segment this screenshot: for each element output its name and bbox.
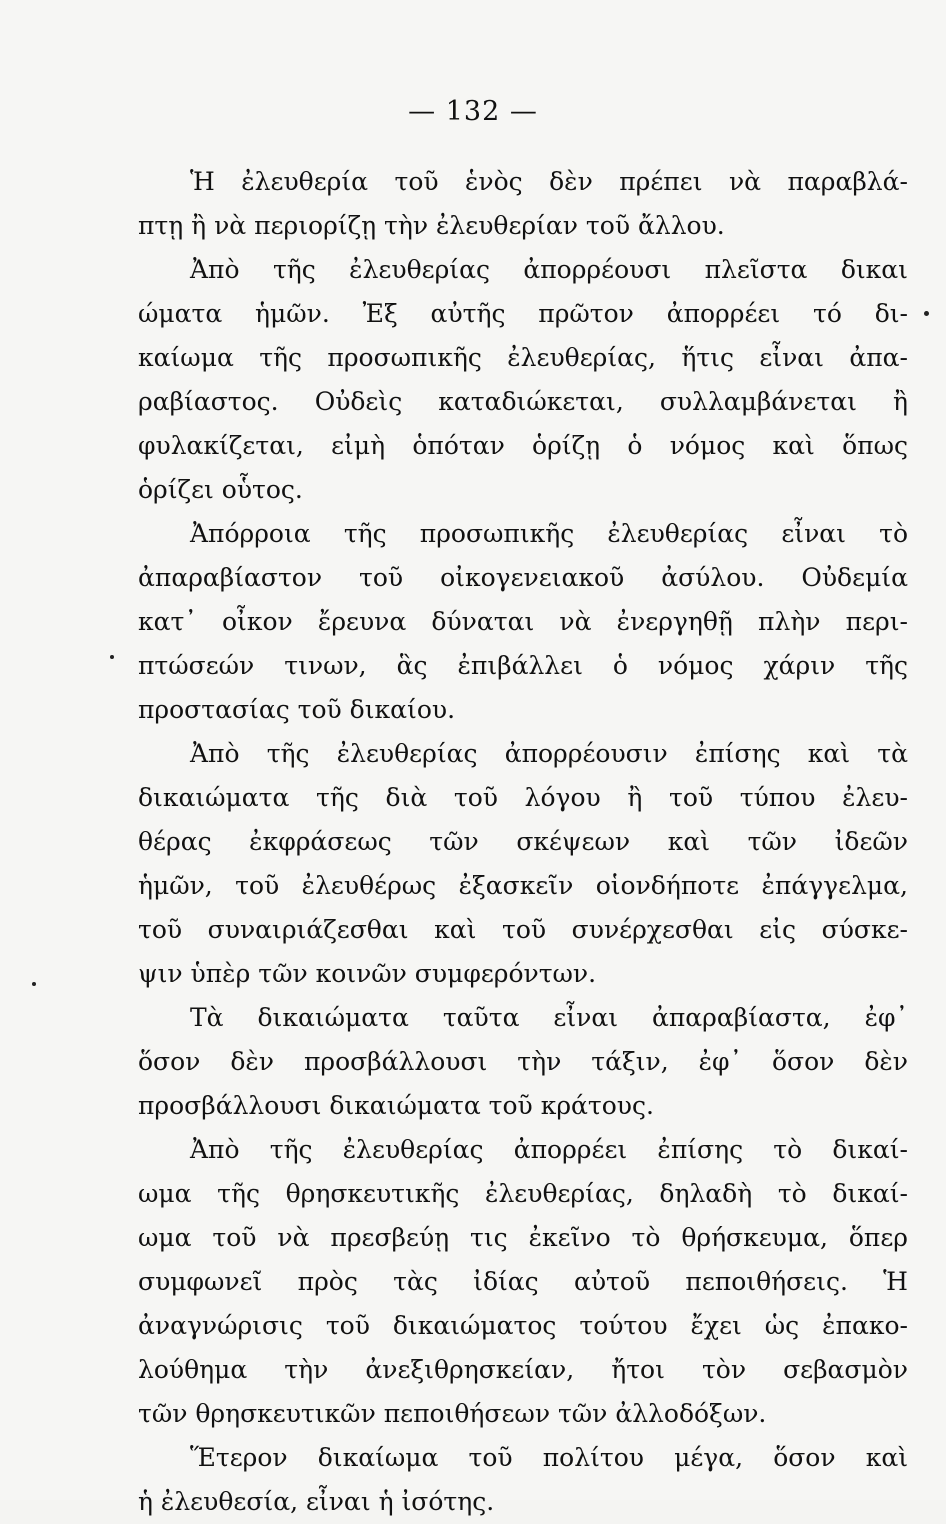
text-line: ψιν ὑπὲρ τῶν κοινῶν συμφερόντων. xyxy=(138,959,597,988)
text-line: τῶν θρησκευτικῶν πεποιθήσεων τῶν ἀλλοδόξων. xyxy=(138,1399,767,1428)
text-line: Ἀπὸ τῆς ἐλευθερίας ἀπορρέει ἐπίσης τὸ δικαί- xyxy=(190,1135,908,1164)
text-line: Τὰ δικαιώματα ταῦτα εἶναι ἀπαραβίαστα, ἐφ᾽ xyxy=(190,1003,908,1032)
text-line: λούθημα τὴν ἀνεξιθρησκείαν, ἤτοι τὸν σεβασμὸν xyxy=(138,1355,908,1384)
text-line: ἀναγνώρισις τοῦ δικαιώματος τούτου ἔχει ὡς ἐπακο- xyxy=(138,1311,908,1340)
text-line: ὁρίζει οὗτος. xyxy=(138,475,303,504)
text-line: ἡμῶν, τοῦ ἐλευθέρως ἐξασκεῖν οἱονδήποτε ἐπάγγελμα, xyxy=(138,871,908,900)
text-line: κατ᾽ οἶκον ἔρευνα δύναται νὰ ἐνεργηθῇ πλὴν περι- xyxy=(138,607,908,636)
text-line: Ἡ ἐλευθερία τοῦ ἑνὸς δὲν πρέπει νὰ παραβλά- xyxy=(190,167,908,196)
text-line: ὅσον δὲν προσβάλλουσι τὴν τάξιν, ἐφ᾽ ὅσον δὲν xyxy=(138,1047,908,1076)
text-line: ωμα τοῦ νὰ πρεσβεύῃ τις ἐκεῖνο τὸ θρήσκευμα, ὅπερ xyxy=(138,1223,908,1252)
ink-speck xyxy=(32,982,36,986)
text-line: καίωμα τῆς προσωπικῆς ἐλευθερίας, ἥτις εἶναι ἀπα- xyxy=(138,343,908,372)
text-line: συμφωνεῖ πρὸς τὰς ἰδίας αὐτοῦ πεποιθήσεις. Ἡ xyxy=(138,1267,908,1296)
text-line: Ἀπὸ τῆς ἐλευθερίας ἀπορρέουσιν ἐπίσης καὶ τὰ xyxy=(190,739,908,768)
text-line: φυλακίζεται, εἰμὴ ὁπόταν ὁρίζῃ ὁ νόμος καὶ ὅπως xyxy=(138,431,908,460)
text-line: προστασίας τοῦ δικαίου. xyxy=(138,695,456,724)
ink-speck xyxy=(110,655,114,659)
text-line: Ἕτερον δικαίωμα τοῦ πολίτου μέγα, ὅσον καὶ xyxy=(190,1443,908,1472)
text-line: Ἀπὸ τῆς ἐλευθερίας ἀπορρέουσι πλεῖστα δικαι xyxy=(190,255,908,284)
text-line: ωμα τῆς θρησκευτικῆς ἐλευθερίας, δηλαδὴ τὸ δικαί- xyxy=(138,1179,908,1208)
text-line: ἀπαραβίαστον τοῦ οἰκογενειακοῦ ἀσύλου. Οὐδεμία xyxy=(138,563,908,592)
text-line: δικαιώματα τῆς διὰ τοῦ λόγου ἢ τοῦ τύπου ἐλευ- xyxy=(138,783,908,812)
text-line: θέρας ἐκφράσεως τῶν σκέψεων καὶ τῶν ἰδεῶν xyxy=(138,827,908,856)
text-line: ἡ ἐλευθεσία, εἶναι ἡ ἰσότης. xyxy=(138,1487,495,1516)
text-line: προσβάλλουσι δικαιώματα τοῦ κράτους. xyxy=(138,1091,654,1120)
text-line: ώματα ἡμῶν. Ἐξ αὐτῆς πρῶτον ἀπορρέει τό δι- xyxy=(138,299,908,328)
text-line: Ἀπόρροια τῆς προσωπικῆς ἐλευθερίας εἶναι τὸ xyxy=(190,519,908,548)
page-number: — 132 — xyxy=(408,96,538,127)
text-line: πτώσεών τινων, ἃς ἐπιβάλλει ὁ νόμος χάριν τῆς xyxy=(138,651,908,680)
ink-speck xyxy=(924,311,929,316)
text-line: πτῃ ἢ νὰ περιορίζῃ τὴν ἐλευθερίαν τοῦ ἄλλου. xyxy=(138,211,725,240)
text-line: ραβίαστος. Οὐδεὶς καταδιώκεται, συλλαμβάνεται ἢ xyxy=(138,387,908,416)
text-line: τοῦ συναιριάζεσθαι καὶ τοῦ συνέρχεσθαι εἰς σύσκε- xyxy=(138,915,908,944)
body-text xyxy=(138,160,908,1524)
